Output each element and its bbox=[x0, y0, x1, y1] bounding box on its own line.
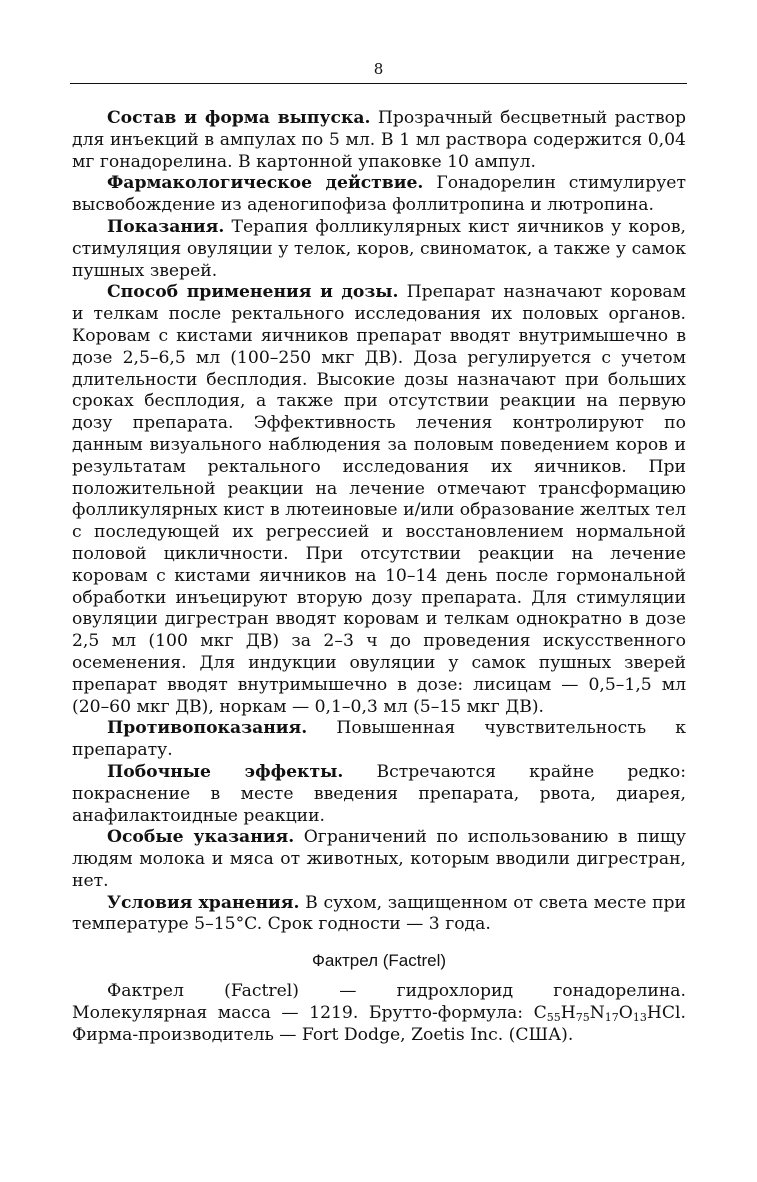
section-heading: Побочные эффекты. bbox=[107, 761, 344, 782]
section-text: Встречаются крайне редко: покраснение в месте введения препарата, рвота, диарея, анафилактоидные реакции. bbox=[72, 761, 687, 826]
section-text: Препарат назначают коровам и телкам после ректального исследования их половых органов. Коровам с кистами яичников препарат вводят внутримышечно в дозе 2,5–6,5 мл (100–250 мкг ДВ). Доза регулируется с учетом длительности бесплодия. Высокие дозы назначают при больших сроках бесплодия, а также при отсутствии реакции на первую дозу препарата. Эффективность лечения контролируют по данным визуального наблюдения за половым поведением коров и результатам ректального исследования их яичников. При положительной реакции на лечение отмечают трансформацию фолликулярных кист в лютеиновые и/или образование желтых тел с последующей их регрессией и восстановлением нормальной половой цикличности. При отсутствии реакции на лечение коровам с кистами яичников на 10–14 день после гормональной обработки инъецируют вторую дозу препарата. Для стимуляции овуляции дигрестран вводят коровам и телкам однократно в дозе 2,5 мл (100 мкг ДВ) за 2–3 ч до проведения искусственного осеменения. Для индукции овуляции у самок пушных зверей препарат вводят внутримышечно в дозе: лисицам — 0,5–1,5 мл (20–60 мкг ДВ), норкам — 0,1–0,3 мл (5–15 мкг ДВ). bbox=[72, 282, 687, 717]
section-text: Прозрачный бесцветный раствор для инъекций в ампулах по 5 мл. В 1 мл раствора содержится 0,04 мг гонадорелина. В картонной упаковке 10 ампул. bbox=[72, 108, 686, 172]
factrel-description bbox=[72, 981, 686, 1046]
chemical-formula bbox=[534, 1003, 686, 1023]
section-text: В сухом, защищенном от света месте при температуре 5–15°C. Срок годности — 3 года. bbox=[72, 892, 687, 935]
section-contraindications bbox=[72, 718, 686, 762]
section-heading: Особые указания. bbox=[107, 827, 295, 848]
formula-subscript: 17 bbox=[604, 1011, 619, 1025]
section-text: Гонадорелин стимулирует высвобождение из аденогипофиза фоллитропина и лютропина. bbox=[72, 173, 686, 216]
factrel-manufacturer: Фирма-производитель — Fort Dodge, Zoetis Inc. (США). bbox=[72, 1024, 574, 1045]
section-text: Повышенная чувствительность к препарату. bbox=[72, 718, 686, 761]
formula-tail: HCl. bbox=[646, 1003, 686, 1024]
formula-element: C bbox=[533, 1003, 547, 1024]
formula-subscript: 75 bbox=[575, 1011, 590, 1025]
formula-element: H bbox=[560, 1003, 576, 1024]
section-heading: Состав и форма выпуска. bbox=[107, 108, 371, 128]
section-indications bbox=[72, 217, 686, 282]
page-number: 8 bbox=[373, 60, 384, 78]
factrel-intro: Фактрел (Factrel) — гидрохлорид гонадорелина. Молекулярная масса — 1219. Брутто-формула: bbox=[72, 981, 686, 1024]
section-heading: Способ применения и дозы. bbox=[107, 282, 399, 303]
header-rule bbox=[70, 83, 687, 84]
formula-subscript: 55 bbox=[546, 1011, 561, 1025]
section-heading: Условия хранения. bbox=[107, 892, 300, 913]
formula-element: N bbox=[589, 1003, 605, 1024]
section-heading: Противопоказания. bbox=[107, 718, 308, 739]
section-text: Терапия фолликулярных кист яичников у коров, стимуляция овуляции у телок, коров, свиноматок, а также у самок пушных зверей. bbox=[72, 216, 686, 281]
factrel-title: Фактрел (Factrel) bbox=[311, 951, 447, 971]
section-heading: Показания. bbox=[107, 216, 225, 237]
section-composition bbox=[72, 108, 686, 173]
page-content bbox=[72, 108, 686, 1047]
section-special-notes bbox=[72, 827, 686, 892]
section-storage bbox=[72, 893, 686, 937]
section-text: Ограничений по использованию в пищу людям молока и мяса от животных, которым вводили дигрестран, нет. bbox=[72, 827, 686, 891]
section-side-effects bbox=[72, 762, 686, 827]
section-dosage bbox=[72, 282, 686, 718]
formula-element: O bbox=[618, 1003, 633, 1024]
section-heading: Фармакологическое действие. bbox=[107, 173, 424, 194]
section-pharmacology bbox=[72, 173, 686, 217]
formula-subscript: 13 bbox=[632, 1011, 647, 1025]
